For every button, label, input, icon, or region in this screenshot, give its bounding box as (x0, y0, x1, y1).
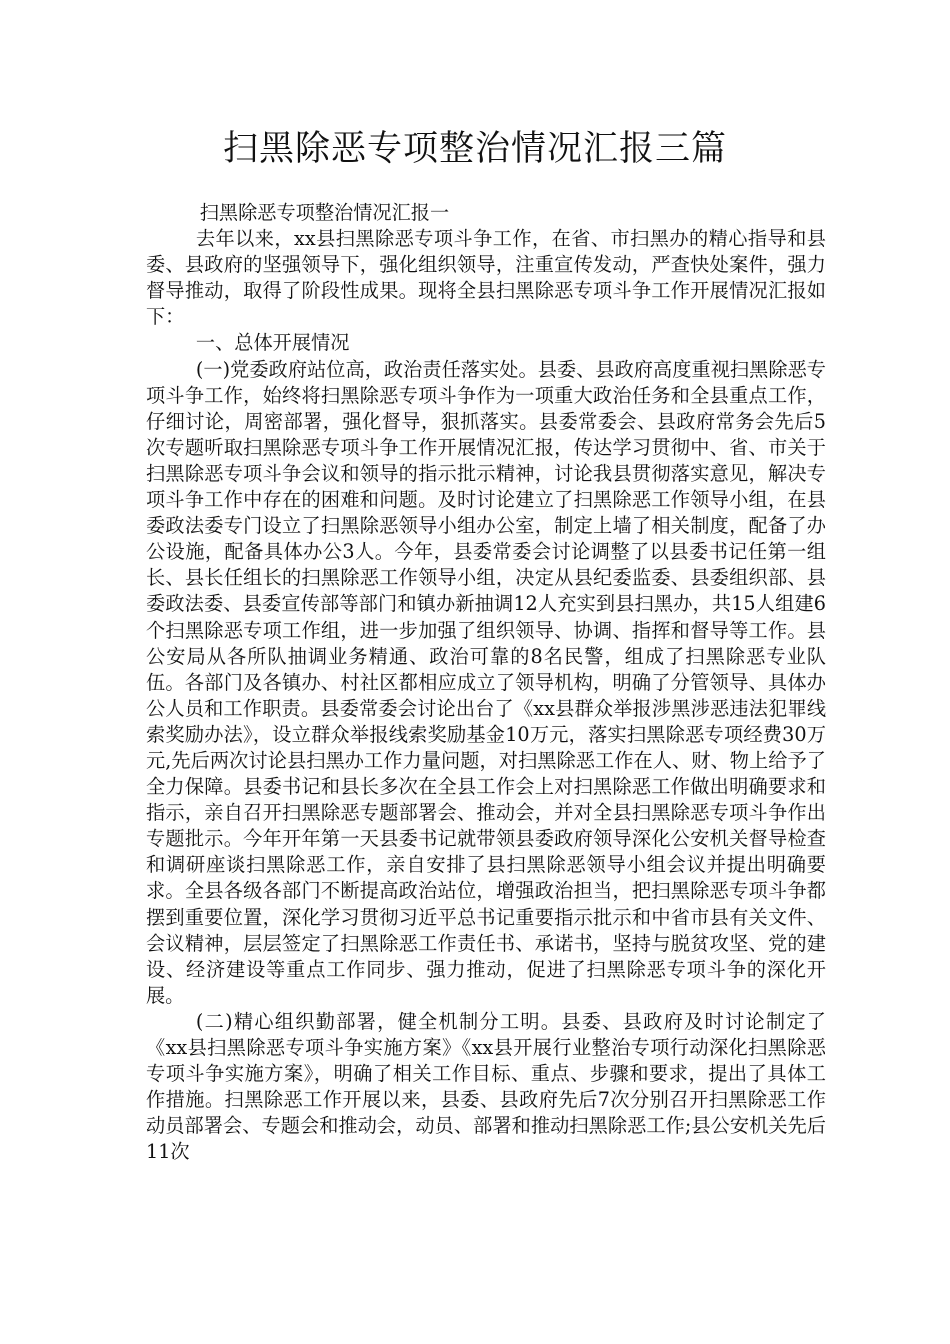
document-title: 扫黑除恶专项整治情况汇报三篇 (222, 129, 727, 169)
document-body (146, 200, 826, 1165)
report-subtitle: 扫黑除恶专项整治情况汇报一 (199, 201, 450, 224)
intro-paragraph: 去年以来，xx县扫黑除恶专项斗争工作，在省、市扫黑办的精心指导和县委、县政府的坚强领导下，强化组织领导，注重宣传发动，严查快处案件，强力督导推动，取得了阶段性成果。现将全县扫黑除恶专项斗争工作开展情况汇报如下： (146, 227, 826, 329)
body-paragraph: (二)精心组织勤部署，健全机制分工明。县委、县政府及时讨论制定了《xx县扫黑除恶专项斗争实施方案》《xx县开展行业整治专项行动深化扫黑除恶专项斗争实施方案》，明确了相关工作目标、重点、步骤和要求，提出了具体工作措施。扫黑除恶工作开展以来，县委、县政府先后7次分别召开扫黑除恶工作动员部署会、专题会和推动会，动员、部署和推动扫黑除恶工作;县公安机关先后11次 (146, 1009, 826, 1164)
body-paragraph: (一)党委政府站位高，政治责任落实处。县委、县政府高度重视扫黑除恶专项斗争工作，始终将扫黑除恶专项斗争作为一项重大政治任务和全县重点工作，仔细讨论，周密部署，强化督导，狠抓落实。县委常委会、县政府常务会先后5次专题听取扫黑除恶专项斗争工作开展情况汇报，传达学习贯彻中、省、市关于扫黑除恶专项斗争会议和领导的指示批示精神，讨论我县贯彻落实意见，解决专项斗争工作中存在的困难和问题。及时讨论建立了扫黑除恶工作领导小组，在县委政法委专门设立了扫黑除恶领导小组办公室，制定上墙了相关制度，配备了办公设施，配备具体办公3人。今年，县委常委会讨论调整了以县委书记任第一组长、县长任组长的扫黑除恶工作领导小组，决定从县纪委监委、县委组织部、县委政法委、县委宣传部等部门和镇办新抽调12人充实到县扫黑办，共15人组建6个扫黑除恶专项工作组，进一步加强了组织领导、协调、指挥和督导等工作。县公安局从各所队抽调业务精通、政治可靠的8名民警，组成了扫黑除恶专业队伍。各部门及各镇办、村社区都相应成立了领导机构，明确了分管领导、具体办公人员和工作职责。县委常委会讨论出台了《xx县群众举报涉黑涉恶违法犯罪线索奖励办法》，设立群众举报线索奖励基金10万元，落实扫黑除恶专项经费30万元,先后两次讨论县扫黑办工作力量问题，对扫黑除恶工作在人、财、物上给予了全力保障。县委书记和县长多次在全县工作会上对扫黑除恶工作做出明确要求和指示，亲自召开扫黑除恶专题部署会、推动会，并对全县扫黑除恶专项斗争作出专题批示。今年开年第一天县委书记就带领县委政府领导深化公安机关督导检查和调研座谈扫黑除恶工作，亲自安排了县扫黑除恶领导小组会议并提出明确要求。全县各级各部门不断提高政治站位，增强政治担当，把扫黑除恶专项斗争都摆到重要位置，深化学习贯彻习近平总书记重要指示批示和中省市县有关文件、会议精神，层层签定了扫黑除恶工作责任书、承诺书，坚持与脱贫攻坚、党的建设、经济建设等重点工作同步、强力推动，促进了扫黑除恶专项斗争的深化开展。 (146, 357, 826, 1007)
section-heading: 一、总体开展情况 (195, 331, 350, 355)
